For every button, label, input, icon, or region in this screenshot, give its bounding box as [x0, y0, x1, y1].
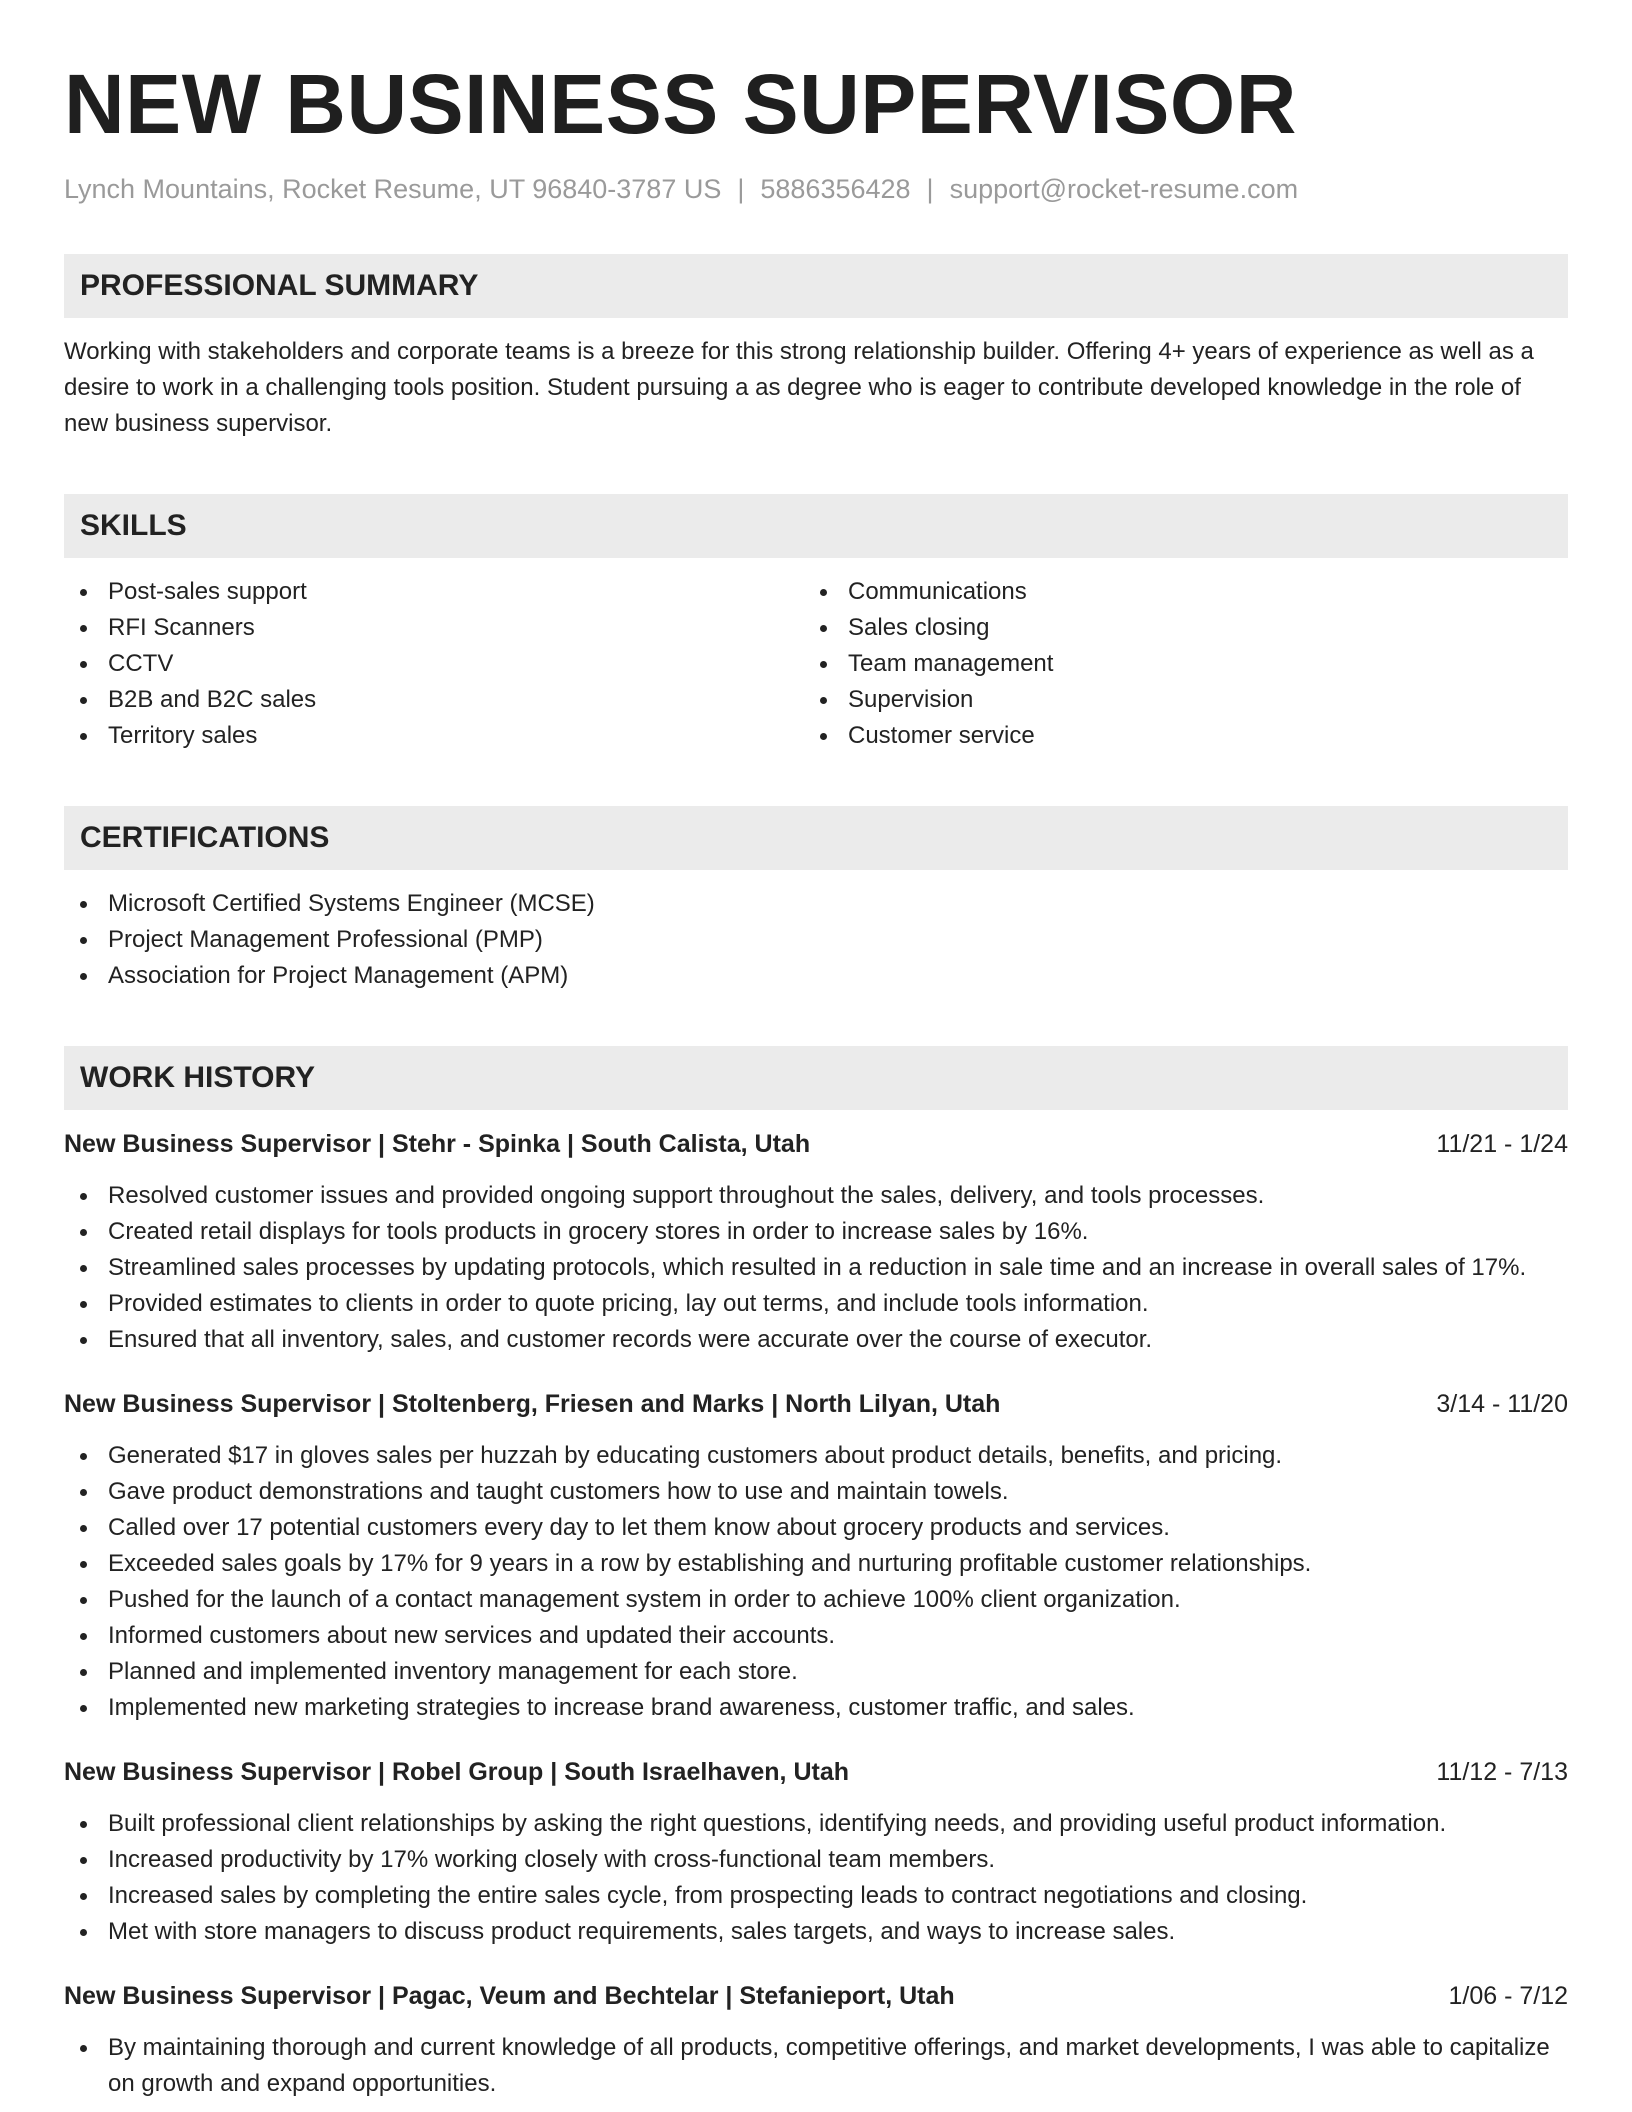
- job-dates: 1/06 - 7/12: [1448, 1982, 1568, 2010]
- certification-item: Project Management Professional (PMP): [64, 922, 1568, 958]
- section-heading-certifications: CERTIFICATIONS: [64, 806, 1568, 870]
- certification-item: Microsoft Certified Systems Engineer (MCSE): [64, 886, 1568, 922]
- certification-item: Association for Project Management (APM): [64, 958, 1568, 994]
- skill-item: Territory sales: [64, 718, 804, 754]
- job-bullet: Gave product demonstrations and taught customers how to use and maintain towels.: [64, 1474, 1568, 1510]
- job-bullet: Provided estimates to clients in order to quote pricing, lay out terms, and include tools information.: [64, 1286, 1568, 1322]
- job-bullet: Informed customers about new services and updated their accounts.: [64, 1618, 1568, 1654]
- contact-email: support@rocket-resume.com: [949, 174, 1299, 204]
- candidate-name: NEW BUSINESS SUPERVISOR: [64, 57, 1297, 151]
- section-heading-summary: PROFESSIONAL SUMMARY: [64, 254, 1568, 318]
- job-title: New Business Supervisor | Stehr - Spinka | South Calista, Utah: [64, 1130, 811, 1158]
- job-header: [64, 1386, 1568, 1422]
- job-bullet: Created retail displays for tools products in grocery stores in order to increase sales by 16%.: [64, 1214, 1568, 1250]
- job-bullet: Increased productivity by 17% working closely with cross-functional team members.: [64, 1842, 1568, 1878]
- job-header: [64, 1754, 1568, 1790]
- job-dates: 11/12 - 7/13: [1436, 1758, 1568, 1786]
- job-bullet: Built professional client relationships by asking the right questions, identifying needs, and providing useful product information.: [64, 1806, 1568, 1842]
- job-bullet: By maintaining thorough and current knowledge of all products, competitive offerings, and market developments, I was able to capitalize on growth and expand opportunities.: [64, 2030, 1568, 2102]
- skill-item: Supervision: [804, 682, 1544, 718]
- skill-item: Sales closing: [804, 610, 1544, 646]
- job-bullet: Planned and implemented inventory management for each store.: [64, 1654, 1568, 1690]
- job-bullets: [64, 1178, 1568, 1358]
- job-header: [64, 1126, 1568, 1162]
- skill-item: B2B and B2C sales: [64, 682, 804, 718]
- job-bullets: [64, 1806, 1568, 1950]
- job-bullet: Implemented new marketing strategies to increase brand awareness, customer traffic, and sales.: [64, 1690, 1568, 1726]
- summary-text: Working with stakeholders and corporate teams is a breeze for this strong relationship builder. Offering 4+ years of experience as well as a desire to work in a challenging tools position. Student pursuing a as degree who is eager to contribute developed knowledge in the role of new business supervisor.: [64, 338, 1534, 437]
- job-bullet: Resolved customer issues and provided ongoing support throughout the sales, delivery, and tools processes.: [64, 1178, 1568, 1214]
- section-heading-skills: SKILLS: [64, 494, 1568, 558]
- job-bullet: Exceeded sales goals by 17% for 9 years in a row by establishing and nurturing profitable customer relationships.: [64, 1546, 1568, 1582]
- skill-item: Team management: [804, 646, 1544, 682]
- job-bullets: [64, 1438, 1568, 1726]
- job-title: New Business Supervisor | Robel Group | South Israelhaven, Utah: [64, 1758, 849, 1786]
- contact-separator: |: [926, 174, 934, 204]
- skill-item: RFI Scanners: [64, 610, 804, 646]
- skill-item: Post-sales support: [64, 574, 804, 610]
- job-title: New Business Supervisor | Stoltenberg, Friesen and Marks | North Lilyan, Utah: [64, 1390, 1001, 1418]
- job-header: [64, 1978, 1568, 2014]
- job-bullet: Generated $17 in gloves sales per huzzah by educating customers about product details, benefits, and pricing.: [64, 1438, 1568, 1474]
- skills-list-left: [64, 574, 804, 754]
- skill-item: CCTV: [64, 646, 804, 682]
- job-bullet: Pushed for the launch of a contact management system in order to achieve 100% client organization.: [64, 1582, 1568, 1618]
- certifications-list: [64, 886, 1568, 994]
- contact-address: Lynch Mountains, Rocket Resume, UT 96840-3787 US: [64, 174, 722, 204]
- skills-list-right: [804, 574, 1544, 754]
- skill-item: Communications: [804, 574, 1544, 610]
- job-bullet: Called over 17 potential customers every day to let them know about grocery products and services.: [64, 1510, 1568, 1546]
- job-bullets: [64, 2030, 1568, 2102]
- contact-separator: |: [737, 174, 745, 204]
- job-bullet: Met with store managers to discuss product requirements, sales targets, and ways to increase sales.: [64, 1914, 1568, 1950]
- job-dates: 3/14 - 11/20: [1436, 1390, 1568, 1418]
- contact-phone: 5886356428: [760, 174, 911, 204]
- skill-item: Customer service: [804, 718, 1544, 754]
- skills-grid: [64, 574, 1568, 754]
- job-bullet: Increased sales by completing the entire sales cycle, from prospecting leads to contract negotiations and closing.: [64, 1878, 1568, 1914]
- section-heading-work-history: WORK HISTORY: [64, 1046, 1568, 1110]
- job-dates: 11/21 - 1/24: [1436, 1130, 1568, 1158]
- job-title: New Business Supervisor | Pagac, Veum and Bechtelar | Stefanieport, Utah: [64, 1982, 955, 2010]
- job-bullet: Streamlined sales processes by updating protocols, which resulted in a reduction in sale time and an increase in overall sales of 17%.: [64, 1250, 1568, 1286]
- contact-line: [64, 172, 1568, 206]
- job-bullet: Ensured that all inventory, sales, and customer records were accurate over the course of executor.: [64, 1322, 1568, 1358]
